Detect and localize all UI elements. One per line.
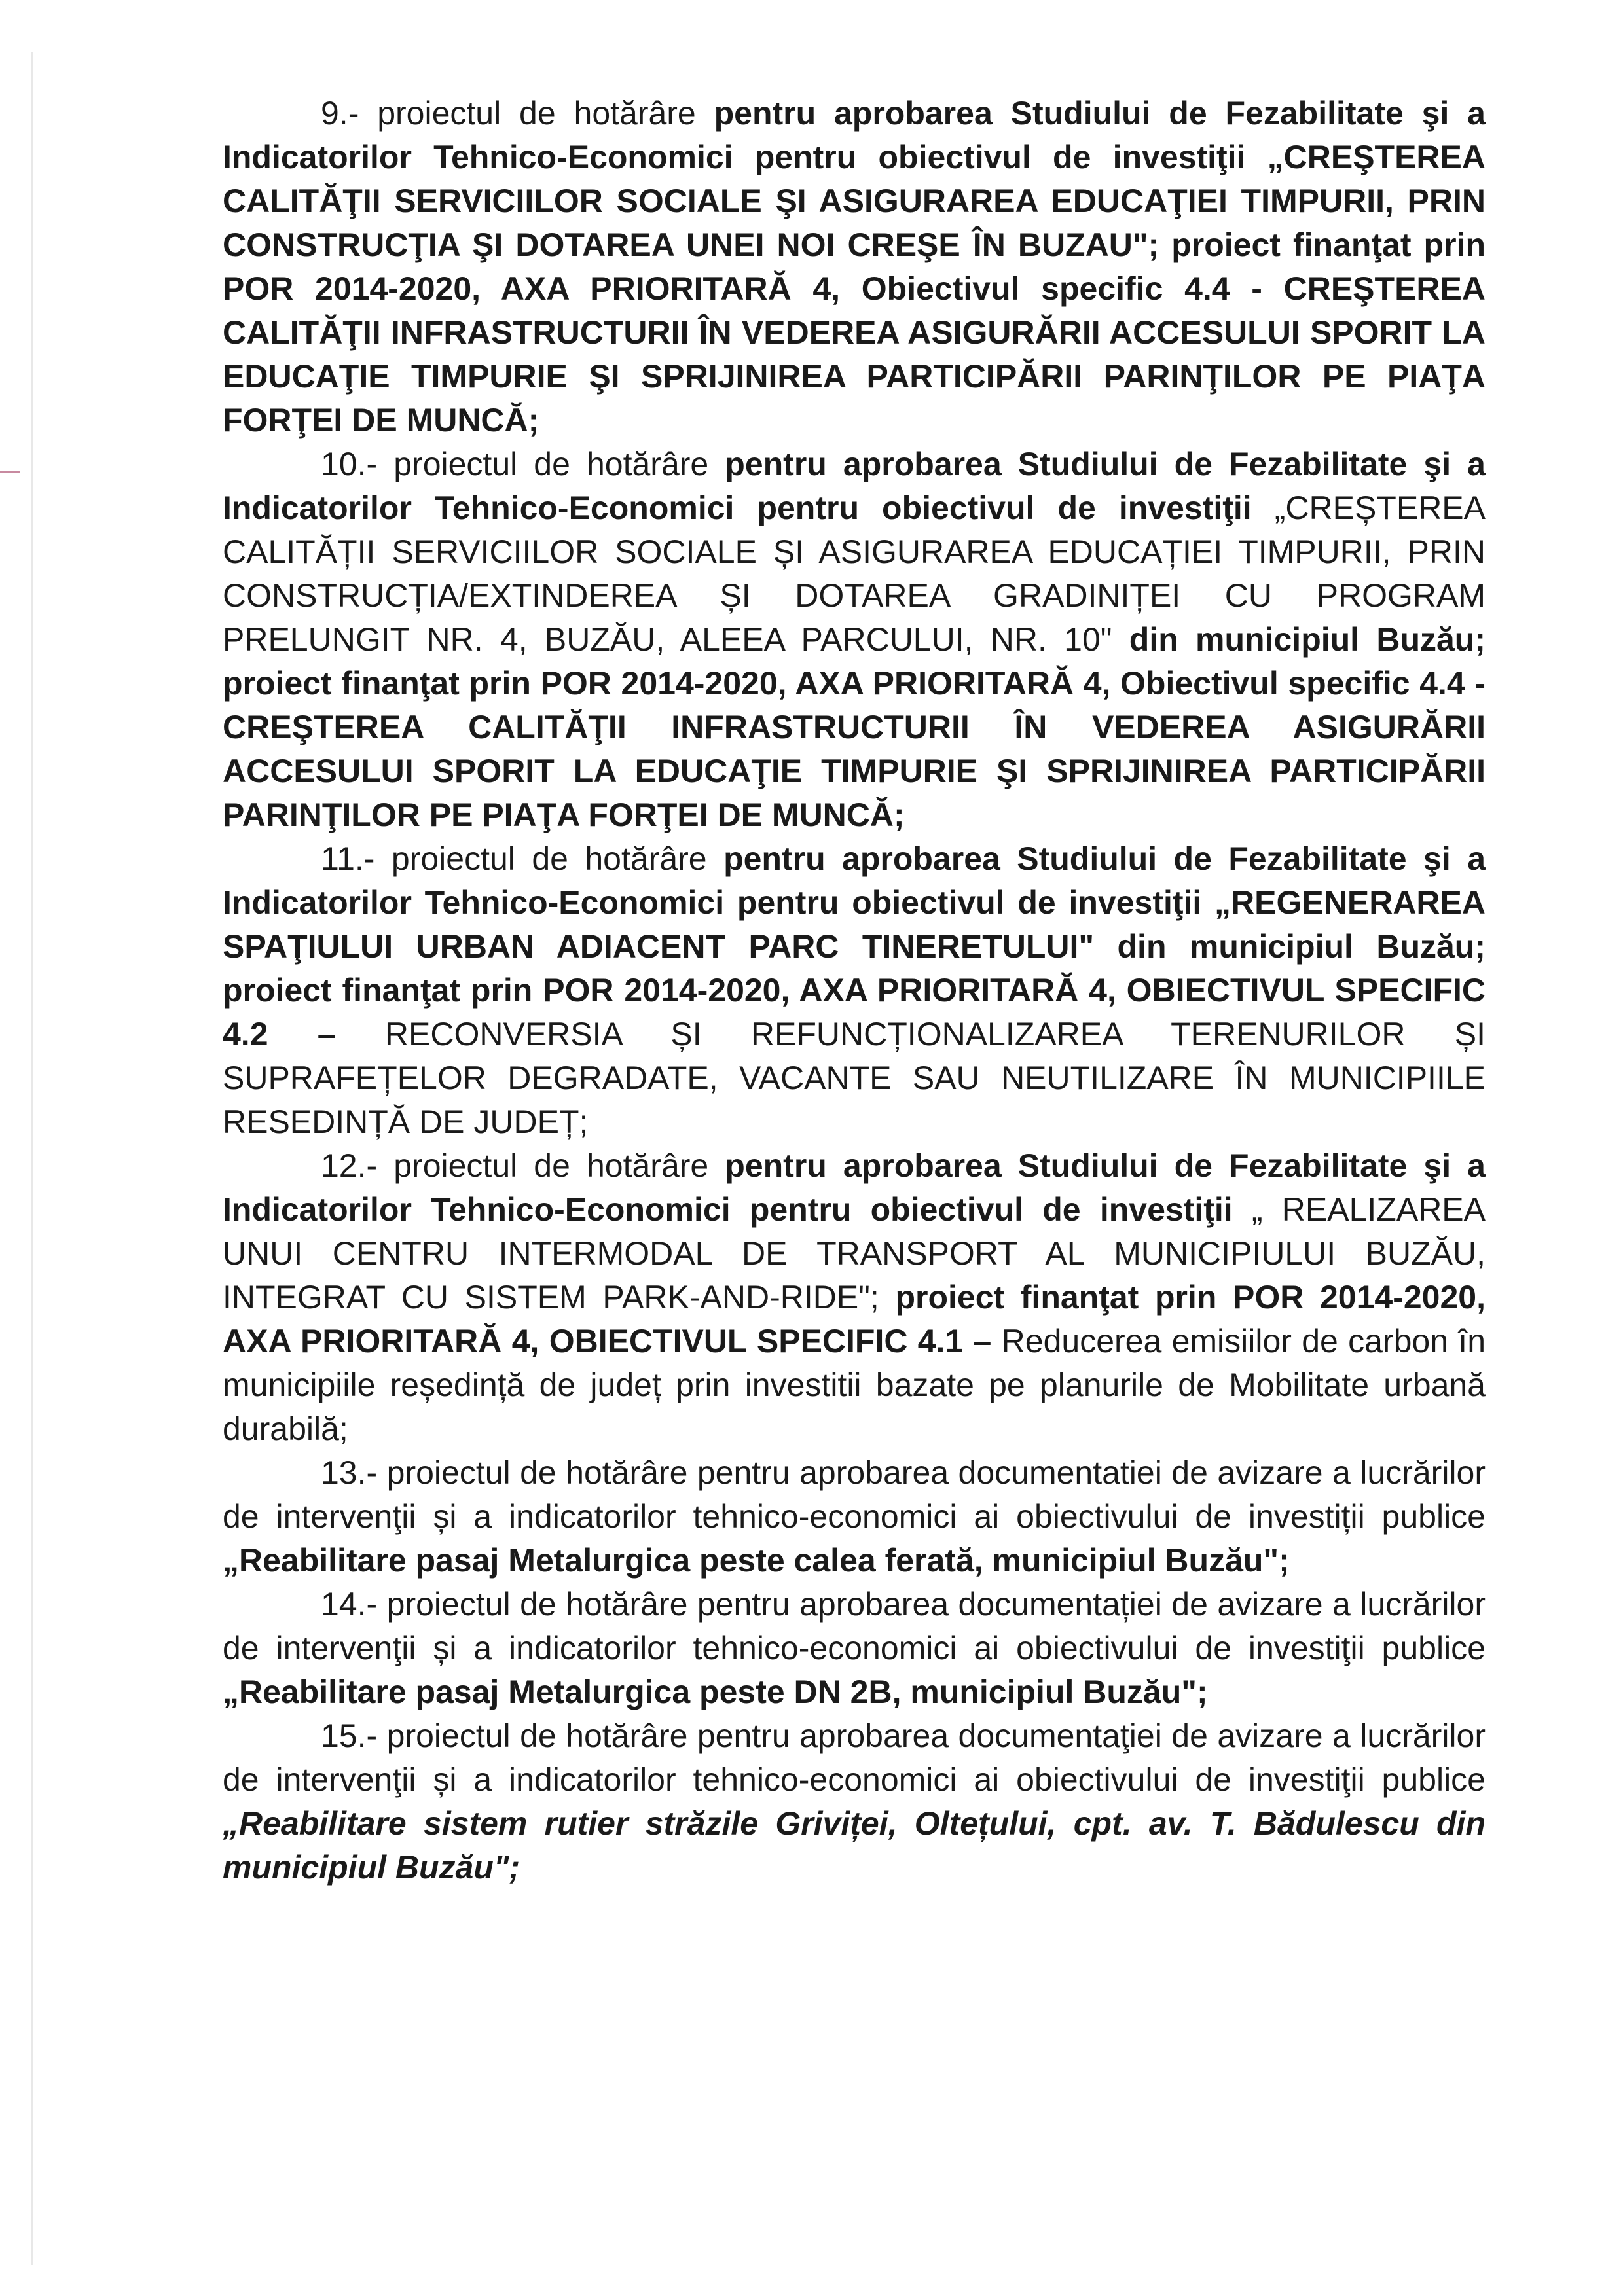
item-number: 13.- [321, 1454, 378, 1491]
item-objective-text: Reducerea emisiilor de carbon în municipiile reședință de județ prin investitii bazate pe planurile de Mobilitate urbană durabilă; [223, 1323, 1486, 1447]
item-number: 15.- [321, 1717, 378, 1754]
agenda-item-13 [223, 1451, 1486, 1583]
item-intro: proiectul de hotărâre [359, 95, 714, 132]
item-number: 14.- [321, 1586, 378, 1623]
item-project-name-bold: „Reabilitare pasaj Metalurgica peste DN 2B, municipiul Buzău"; [223, 1674, 1208, 1710]
item-intro: proiectul de hotărâre [377, 446, 725, 482]
item-funding-bold: din municipiul Buzău; proiect finanţat prin POR 2014-2020, AXA PRIORITARĂ 4, Obiectivul specific 4.4 - CREŞTEREA CALITĂŢII INFRASTRUCTURII ÎN VEDEREA ASIGURĂRII ACCESULUI SPORIT LA EDUCAŢIE TIMPURIE ŞI SPRIJINIREA PARTICIPĂRII PARINŢILOR PE PIAŢA FORŢEI DE MUNCĂ; [223, 621, 1486, 833]
item-intro: proiectul de hotărâre pentru aprobarea documentației de avizare a lucrărilor de intervenţii și a indicatorilor tehnico-economici ai obiectivului de investiţii publice [223, 1586, 1486, 1666]
item-objective-text: RECONVERSIA ȘI REFUNCȚIONALIZAREA TERENURILOR ȘI SUPRAFEȚELOR DEGRADATE, VACANTE SAU NEUTILIZARE ÎN MUNICIPIILE RESEDINȚĂ DE JUDEȚ; [223, 1016, 1486, 1140]
item-intro: proiectul de hotărâre pentru aprobarea documentaţiei de avizare a lucrărilor de intervenţii și a indicatorilor tehnico-economici ai obiectivului de investiţii publice [223, 1717, 1486, 1798]
agenda-item-11 [223, 837, 1486, 1144]
item-number: 9.- [321, 95, 359, 132]
agenda-item-10 [223, 442, 1486, 837]
agenda-item-15 [223, 1714, 1486, 1890]
item-title-bold: pentru aprobarea Studiului de Fezabilitate şi a Indicatorilor Tehnico-Economici pentru obiectivul de investiţii [223, 1147, 1486, 1228]
margin-mark [0, 471, 20, 473]
item-number: 11.- [321, 840, 375, 877]
item-number: 12.- [321, 1147, 378, 1184]
item-funding-bold: proiect finanţat prin POR 2014-2020, AXA PRIORITARĂ 4, OBIECTIVUL SPECIFIC 4.1 – [223, 1279, 1486, 1359]
item-intro: proiectul de hotărâre [374, 840, 724, 877]
item-intro: proiectul de hotărâre [377, 1147, 725, 1184]
item-project-name: „ REALIZAREA UNUI CENTRU INTERMODAL DE TRANSPORT AL MUNICIPIULUI BUZĂU, INTEGRAT CU SISTEM PARK-AND-RIDE"; [223, 1191, 1486, 1316]
item-title-bold: pentru aprobarea Studiului de Fezabilitate şi a Indicatorilor Tehnico-Economici pentru obiectivul de investiţii [223, 446, 1486, 526]
agenda-item-9 [223, 92, 1486, 442]
agenda-item-14 [223, 1583, 1486, 1714]
agenda-item-12 [223, 1144, 1486, 1451]
item-title-bold: pentru aprobarea Studiului de Fezabilitate şi a Indicatorilor Tehnico-Economici pentru obiectivul de investiţii „REGENERAREA SPAŢIULUI URBAN ADIACENT PARC TINERETULUI" din municipiul Buzău; proiect finanţat prin POR 2014-2020, AXA PRIORITARĂ 4, OBIECTIVUL SPECIFIC 4.2 – [223, 840, 1486, 1052]
item-project-name: „CREȘTEREA CALITĂȚII SERVICIILOR SOCIALE ȘI ASIGURAREA EDUCAȚIEI TIMPURII, PRIN CONSTRUCȚIA/EXTINDEREA ȘI DOTAREA GRADINIȚEI CU PROGRAM PRELUNGIT NR. 4, BUZĂU, ALEEA PARCULUI, NR. 10" [223, 490, 1486, 658]
item-project-name-italic: „Reabilitare sistem rutier străzile Griviței, Oltețului, cpt. av. T. Bădulescu din municipiul Buzău"; [223, 1805, 1486, 1886]
item-number: 10.- [321, 446, 378, 482]
scan-edge-line [31, 52, 33, 2265]
item-title-bold: pentru aprobarea Studiului de Fezabilitate şi a Indicatorilor Tehnico-Economici pentru obiectivul de investiţii „CREŞTEREA CALITĂŢII SERVICIILOR SOCIALE ŞI ASIGURAREA EDUCAŢIEI TIMPURII, PRIN CONSTRUCŢIA ŞI DOTAREA UNEI NOI CREŞE ÎN BUZAU"; proiect finanţat prin POR 2014-2020, AXA PRIORITARĂ 4, Obiectivul specific 4.4 - CREŞTEREA CALITĂŢII INFRASTRUCTURII ÎN VEDEREA ASIGURĂRII ACCESULUI SPORIT LA EDUCAŢIE TIMPURIE ŞI SPRIJINIREA PARTICIPĂRII PARINŢILOR PE PIAŢA FORŢEI DE MUNCĂ; [223, 95, 1486, 439]
item-intro: proiectul de hotărâre pentru aprobarea documentatiei de avizare a lucrărilor de intervenţii și a indicatorilor tehnico-economici ai obiectivului de investiții publice [223, 1454, 1486, 1535]
item-project-name-bold: „Reabilitare pasaj Metalurgica peste calea ferată, municipiul Buzău"; [223, 1542, 1290, 1579]
